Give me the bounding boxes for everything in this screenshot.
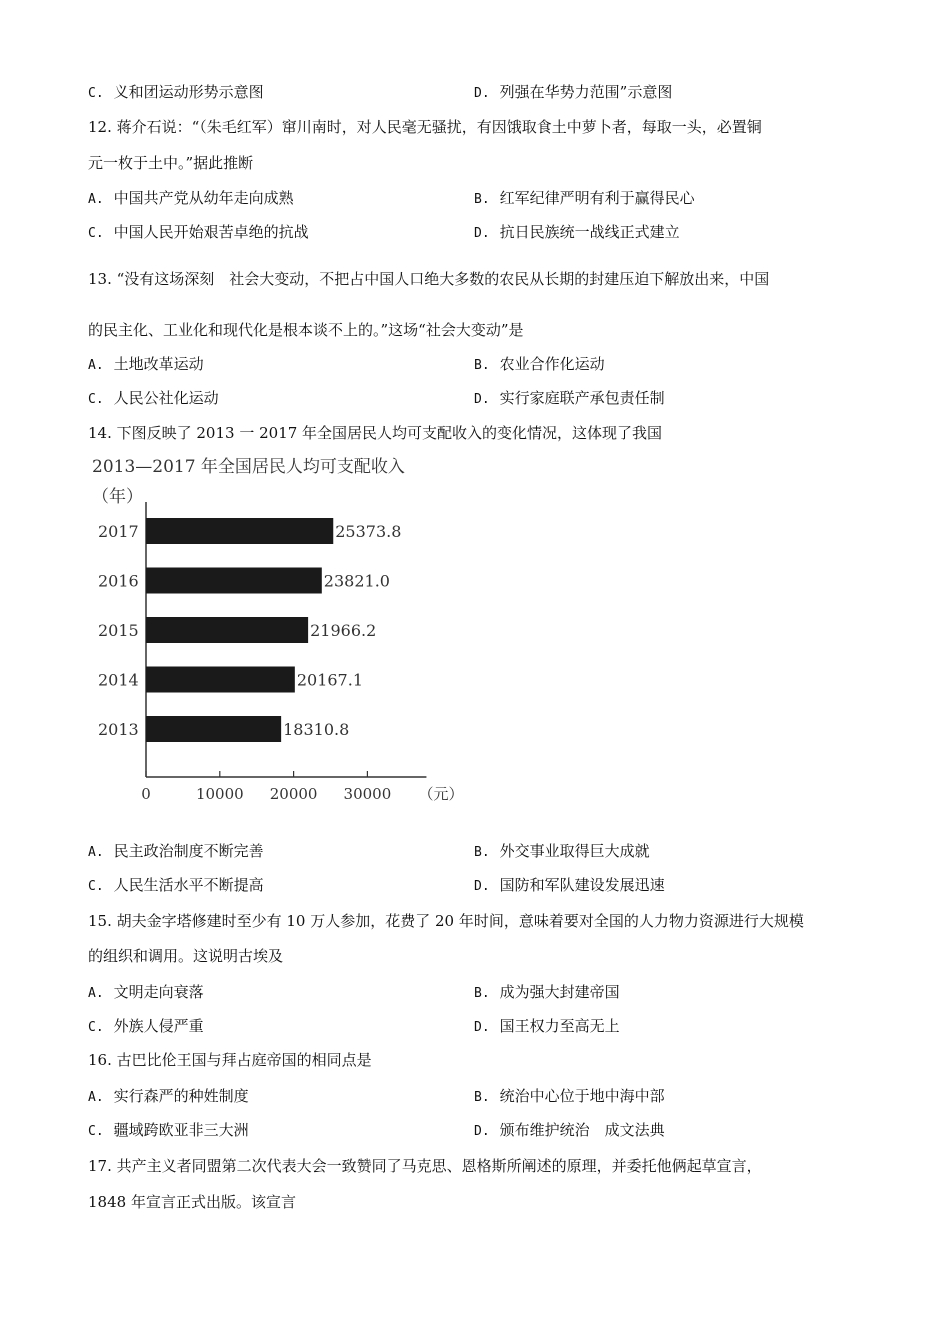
option-letter: D. (474, 226, 490, 241)
option-text: 列强在华势力范围”示意图 (499, 83, 673, 101)
chart-bar (146, 617, 308, 643)
option-letter: C. (88, 879, 104, 894)
chart-value-label: 21966.2 (310, 621, 377, 640)
income-bar-chart (88, 452, 468, 812)
chart-x-tick-label: 0 (141, 785, 151, 803)
q12-stem-line-1: 12. 蒋介石说：“（朱毛红军）窜川南时，对人民毫无骚扰，有因饿取食土中萝卜者，每取一头，必置铜 (88, 118, 762, 136)
option-letter: A. (88, 358, 104, 373)
q12-option-c (88, 222, 309, 244)
option-letter: D. (474, 1020, 490, 1035)
q16-option-a (88, 1086, 249, 1108)
option-letter: C. (88, 392, 104, 407)
option-letter: C. (88, 1020, 104, 1035)
option-text: 外交事业取得巨大成就 (499, 842, 650, 860)
chart-category-label: 2015 (98, 621, 139, 640)
chart-value-label: 18310.8 (283, 720, 350, 739)
q14-option-b (474, 841, 650, 863)
q13-option-a (88, 354, 204, 376)
q15-stem-line-2: 的组织和调用。这说明古埃及 (88, 947, 284, 965)
q13-option-b (474, 354, 605, 376)
chart-bar (146, 568, 322, 594)
q15-option-c (88, 1016, 204, 1038)
q15-stem-line-1: 15. 胡夫金字塔修建时至少有 10 万人参加，花费了 20 年时间，意味着要对全国的人力物力资源进行大规模 (88, 912, 804, 930)
option-text: 外族人侵严重 (113, 1017, 204, 1035)
q14-option-d (474, 875, 665, 897)
q12-option-a (88, 188, 294, 210)
chart-x-tick-label: 10000 (195, 785, 244, 803)
q17-stem-line-2: 1848 年宣言正式出版。该宣言 (88, 1193, 296, 1211)
option-letter: C. (88, 226, 104, 241)
chart-value-label: 23821.0 (323, 571, 390, 591)
option-text: 人民生活水平不断提高 (113, 876, 264, 894)
option-text: 国防和军队建设发展迅速 (499, 876, 665, 894)
q12-stem-line-2: 元一枚于土中。”据此推断 (88, 154, 254, 172)
q13-stem-line-2: 的民主化、工业化和现代化是根本谈不上的。”这场“社会大变动”是 (88, 321, 524, 339)
q14-option-a (88, 841, 264, 863)
q15-option-b (474, 982, 620, 1004)
option-text: 民主政治制度不断完善 (113, 842, 264, 860)
option-text: 统治中心位于地中海中部 (499, 1087, 665, 1105)
q11-option-d (474, 82, 672, 104)
q15-option-d (474, 1016, 620, 1038)
option-letter: B. (474, 845, 490, 860)
chart-value-label: 25373.8 (335, 522, 402, 541)
option-letter: A. (88, 1090, 104, 1105)
q16-option-b (474, 1086, 665, 1108)
q16-option-c (88, 1120, 249, 1142)
option-text: 成为强大封建帝国 (499, 983, 620, 1001)
chart-category-label: 2014 (98, 670, 139, 690)
option-letter: B. (474, 1090, 490, 1105)
chart-value-label: 20167.1 (296, 670, 364, 690)
q12-option-d (474, 222, 680, 244)
option-letter: D. (474, 392, 490, 407)
chart-title: 2013—2017 年全国居民人均可支配收入 (92, 457, 405, 477)
q13-option-c (88, 388, 219, 410)
q11-option-c (88, 82, 264, 104)
chart-x-axis-label: （元） (418, 785, 464, 803)
option-text: 文明走向衰落 (113, 983, 204, 1001)
q13-option-d (474, 388, 665, 410)
option-text: 抗日民族统一战线正式建立 (499, 223, 680, 241)
chart-category-label: 2017 (98, 522, 139, 541)
option-text: 中国共产党从幼年走向成熟 (113, 189, 294, 207)
option-text: 土地改革运动 (113, 355, 204, 373)
option-text: 实行家庭联产承包责任制 (499, 389, 665, 407)
option-text: 义和团运动形势示意图 (113, 83, 264, 101)
chart-bar (146, 518, 333, 544)
option-text: 国王权力至高无上 (499, 1017, 620, 1035)
option-letter: B. (474, 358, 490, 373)
option-letter: B. (474, 986, 490, 1001)
q15-option-a (88, 982, 204, 1004)
chart-svg (88, 452, 468, 812)
option-letter: D. (474, 1124, 490, 1139)
option-text: 实行森严的种姓制度 (113, 1087, 249, 1105)
q16-stem-line-1: 16. 古巴比伦王国与拜占庭帝国的相同点是 (88, 1051, 372, 1069)
option-letter: A. (88, 192, 104, 207)
chart-x-tick-label: 30000 (343, 785, 392, 803)
chart-y-axis-label: （年） (92, 487, 143, 507)
option-letter: C. (88, 1124, 104, 1139)
chart-bar (146, 716, 281, 742)
option-letter: A. (88, 986, 104, 1001)
option-text: 农业合作化运动 (499, 355, 605, 373)
option-letter: D. (474, 879, 490, 894)
q13-stem-line-1: 13. “没有这场深刻 社会大变动，不把占中国人口绝大多数的农民从长期的封建压迫下解放出来，中国 (88, 270, 770, 288)
option-text: 颁布维护统治 成文法典 (499, 1121, 665, 1139)
option-text: 人民公社化运动 (113, 389, 219, 407)
option-text: 红军纪律严明有利于赢得民心 (499, 189, 695, 207)
chart-bar (146, 667, 295, 693)
chart-x-tick-label: 20000 (269, 785, 318, 803)
option-letter: B. (474, 192, 490, 207)
option-text: 疆域跨欧亚非三大洲 (113, 1121, 249, 1139)
option-letter: C. (88, 86, 104, 101)
chart-category-label: 2013 (98, 720, 139, 739)
option-letter: A. (88, 845, 104, 860)
q17-stem-line-1: 17. 共产主义者同盟第二次代表大会一致赞同了马克思、恩格斯所阐述的原理，并委托他俩起草宣言， (88, 1157, 762, 1175)
q12-option-b (474, 188, 695, 210)
option-text: 中国人民开始艰苦卓绝的抗战 (113, 223, 309, 241)
chart-category-label: 2016 (98, 571, 139, 591)
q16-option-d (474, 1120, 665, 1142)
q14-stem-line-1: 14. 下图反映了 2013 一 2017 年全国居民人均可支配收入的变化情况，这体现了我国 (88, 424, 663, 442)
q14-option-c (88, 875, 264, 897)
option-letter: D. (474, 86, 490, 101)
